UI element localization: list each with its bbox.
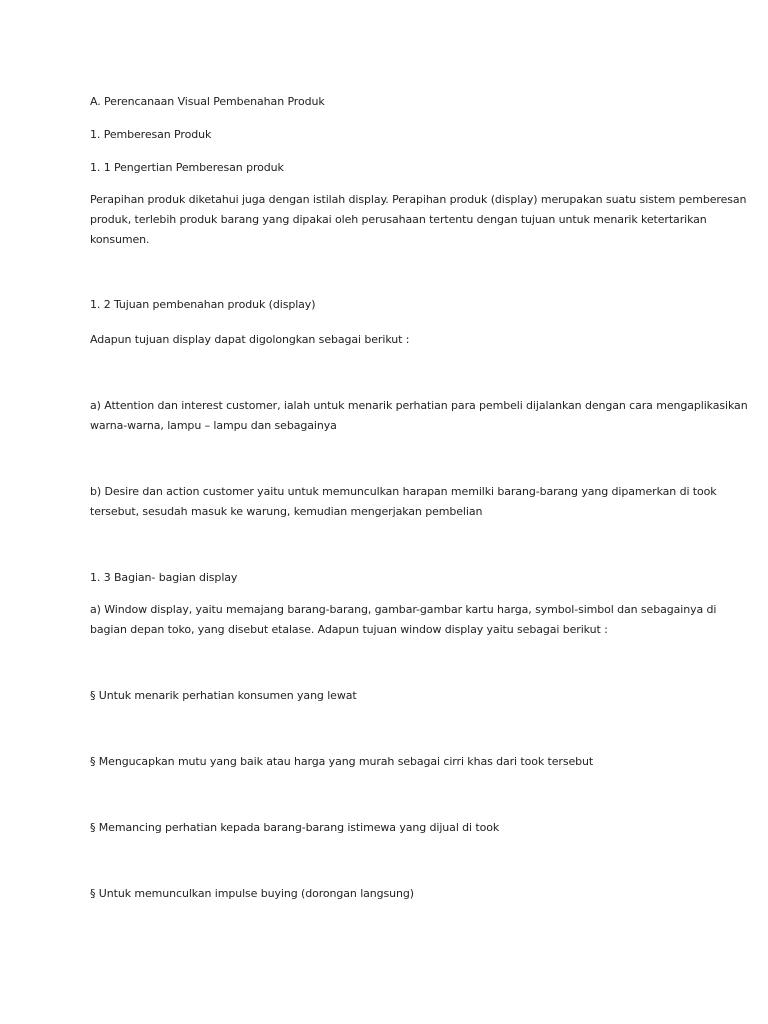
heading-tujuan: 1. 2 Tujuan pembenahan produk (display) [90, 298, 316, 311]
list-item-a-line: a) Attention dan interest customer, ialah untuk menarik perhatian para pembeli dijalankan dengan cara mengaplikasikan [90, 399, 748, 412]
heading-section-a: A. Perencanaan Visual Pembenahan Produk [90, 95, 325, 108]
list-item-a-line: warna-warna, lampu – lampu dan sebagainya [90, 419, 337, 432]
bullet-item: § Mengucapkan mutu yang baik atau harga yang murah sebagai cirri khas dari took tersebut [90, 755, 594, 768]
paragraph-line: konsumen. [90, 233, 150, 246]
heading-pemberesan-produk: 1. Pemberesan Produk [90, 128, 212, 141]
heading-pengertian: 1. 1 Pengertian Pemberesan produk [90, 161, 284, 174]
bullet-item: § Untuk memunculkan impulse buying (dorongan langsung) [90, 887, 414, 900]
paragraph-line: Perapihan produk diketahui juga dengan istilah display. Perapihan produk (display) merupakan suatu sistem pemberesan [90, 193, 747, 206]
window-display-line: bagian depan toko, yang disebut etalase. Adapun tujuan window display yaitu sebagai berikut : [90, 623, 608, 636]
list-item-b-line: tersebut, sesudah masuk ke warung, kemudian mengerjakan pembelian [90, 505, 483, 518]
paragraph-line: produk, terlebih produk barang yang dipakai oleh perusahaan tertentu dengan tujuan untuk menarik ketertarikan [90, 213, 707, 226]
bullet-item: § Untuk menarik perhatian konsumen yang lewat [90, 689, 357, 702]
list-item-b-line: b) Desire dan action customer yaitu untuk memunculkan harapan memilki barang-barang yang dipamerkan di took [90, 485, 717, 498]
bullet-item: § Memancing perhatian kepada barang-barang istimewa yang dijual di took [90, 821, 500, 834]
heading-bagian-display: 1. 3 Bagian- bagian display [90, 571, 238, 584]
window-display-line: a) Window display, yaitu memajang barang-barang, gambar-gambar kartu harga, symbol-simbol dan sebagainya di [90, 603, 717, 616]
tujuan-intro: Adapun tujuan display dapat digolongkan sebagai berikut : [90, 333, 410, 346]
